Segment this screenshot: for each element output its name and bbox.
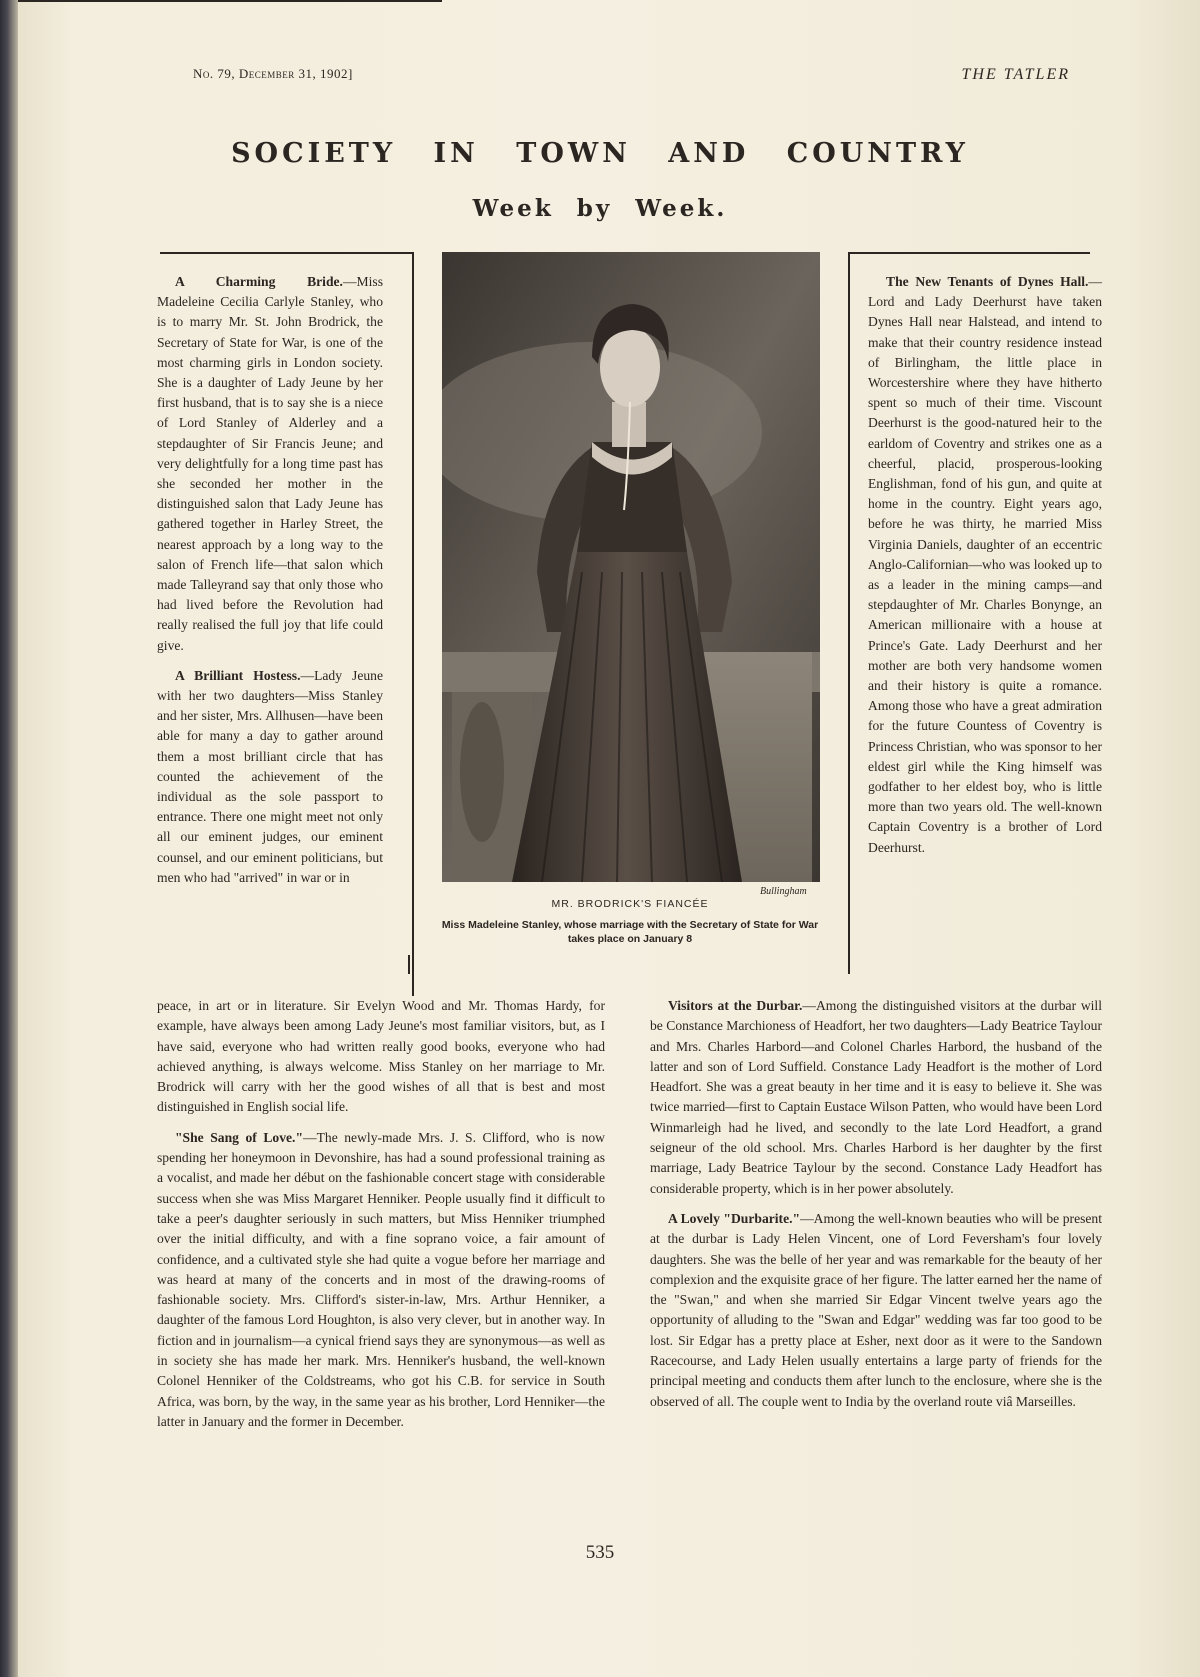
binding-spine: [0, 0, 18, 1677]
right-column: [868, 272, 1102, 868]
caption-text: Miss Madeleine Stanley, whose marriage with the Secretary of State for War takes place on January 8: [441, 919, 819, 945]
caption-title: MR. BRODRICK'S FIANCÉE: [551, 898, 709, 910]
page-title: SOCIETY IN TOWN AND COUNTRY: [231, 138, 969, 169]
page-subtitle: Week by Week.: [472, 195, 728, 222]
page-number: 535: [585, 1542, 615, 1563]
article-dynes-hall: [868, 272, 1102, 858]
article-brilliant-hostess: [157, 666, 383, 888]
heading-brilliant-hostess: A Brilliant Hostess.: [175, 667, 301, 683]
photo-credit: Bullingham: [760, 886, 807, 897]
continuation-paragraph: peace, in art or in literature. Sir Evelyn Wood and Mr. Thomas Hardy, for example, have always been among Lady Jeune's most familiar visitors, but, as I have said, everyone who had written really good books, everyone who had achieved anything, is always welcome. Miss Stanley on her marriage to Mr. Brodrick will carry with her the good wishes of all that is best and most distinguished in English social life.: [157, 998, 605, 1115]
heading-durbar-visitors: Visitors at the Durbar.: [668, 998, 803, 1013]
right-top-rule: [848, 252, 1090, 254]
center-bottom-rule: [0, 0, 442, 2]
body-charming-bride: —Miss Madeleine Cecilia Carlyle Stanley, who is to marry Mr. St. John Brodrick, the Secretary of State for War, is one of the most charming girls in London society. She is a daughter of Lady Jeune by her first husband, that is to say she is a niece of Lord Stanley of Alderley and a stepdaughter of Sir Francis Jeune; and very delightfully for a long time past has she seconded her mother in the distinguished salon that Lady Jeune has gathered together in Harley Street, the nearest approach by a long way to the salon of French life—that salon which made Talleyrand say that only those who had lived before the Revolution had really realised the full joy that life could give.: [157, 274, 383, 653]
lower-right-column: [650, 996, 1102, 1422]
article-she-sang: [157, 1128, 605, 1432]
portrait-illustration: [442, 252, 820, 882]
heading-she-sang: "She Sang of Love.": [175, 1129, 303, 1145]
body-dynes-hall: —Lord and Lady Deerhurst have taken Dynes Hall near Halstead, and intend to make that their country residence instead of Birlingham, the little place in Worcestershire where they have hitherto spent so much of their time. Viscount Deerhurst is the good-natured heir to the earldom of Coventry and strikes one as a cheerful, placid, prosperous-looking Englishman, fond of his gun, and quite at home in the country. Eight years ago, before he was thirty, he married Miss Virginia Daniels, daughter of an eccentric Anglo-Californian—who was looked up to as a leader in the mining camps—and stepdaughter of Mr. Charles Bonynge, an American millionaire with a house at Prince's Gate. Lady Deerhurst and her mother are both very handsome women and their history is quite a romance. Among those who have a great admiration for the future Countess of Coventry is Princess Christian, who was sponsor to her eldest girl while the King himself was godfather to her eldest boy, who is little more than two years old. The well-known Captain Coventry is a brother of Lord Deerhurst.: [868, 274, 1102, 855]
body-durbar-visitors: —Among the distinguished visitors at the durbar will be Constance Marchioness of Headfort, her two daughters—Lady Beatrice Taylour and Mrs. Charles Harbord—and Colonel Charles Harbord, the husband of the latter and son of Lord Suffield. Constance Lady Headfort is the mother of Lord Headfort. She was a great beauty in her time and it is easy to believe it. She was twice married—first to Captain Eustace Wilson Patten, who would have been Lord Winmarleigh had he lived, and secondly to the late Lord Headfort, a grand seigneur of the old school. Mrs. Charles Harbord is her daughter by the first marriage, Lady Beatrice Taylour by the second. Constance Lady Headfort has considerable property, which is in her power absolutely.: [650, 998, 1102, 1196]
heading-charming-bride: A Charming Bride.: [175, 274, 343, 289]
heading-dynes-hall: The New Tenants of Dynes Hall.: [886, 274, 1089, 289]
article-charming-bride: [157, 272, 383, 656]
center-left-rule: [408, 955, 410, 974]
issue-line: No. 79, December 31, 1902]: [193, 66, 353, 81]
article-lovely-durbarite: [650, 1209, 1102, 1412]
right-column-rule: [848, 252, 850, 974]
body-she-sang: —The newly-made Mrs. J. S. Clifford, who is now spending her honeymoon in Devonshire, has had a sound professional training as a vocalist, and made her début on the fashionable concert stage with considerable success when she was Miss Margaret Henniker. People usually find it difficult to take a peer's daughter seriously in such matters, but Miss Henniker triumphed over the initial difficulty, and with a fine soprano voice, a fair amount of confidence, and a cultivated style she had quite a vogue before her marriage and was heard at many of the concerts and in most of the drawing-rooms of fashionable society. Mrs. Clifford's sister-in-law, Mrs. Arthur Henniker, a daughter of the famous Lord Houghton, is also very clever, but in another way. In fiction and in journalism—a cynical friend says they are synonymous—as well as in society she has made her mark. Mrs. Henniker's husband, the well-known Colonel Henniker of the Coldstreams, who got his C.B. for service in South Africa, was born, by the way, in the same year as his brother, Lord Henniker—the latter in January and the former in December.: [157, 1129, 605, 1429]
heading-lovely-durbarite: A Lovely "Durbarite.": [668, 1210, 801, 1226]
left-column: [157, 272, 383, 898]
lower-left-column: [157, 996, 605, 1442]
portrait-photo: [442, 252, 820, 882]
publication-name: THE TATLER: [961, 66, 1070, 83]
body-lovely-durbarite: —Among the well-known beauties who will be present at the durbar is Lady Helen Vincent, one of Lord Feversham's four lovely daughters. She was the belle of her year and was remarkable for the beauty of her complexion and the exquisite grace of her figure. The latter earned her the name of the "Swan," and when she married Sir Edgar Vincent twelve years ago the opportunity of alluding to the "Swan and Edgar" wedding was far too good to be lost. Sir Edgar has a pretty place at Esher, next door as it were to the Sandown Racecourse, and Lady Helen usually entertains a large party of friends for the principal meeting and conducts them after lunch to the enclosure, where she is the observed of all. The couple went to India by the overland route viâ Marseilles.: [650, 1210, 1102, 1409]
article-durbar-visitors: [650, 996, 1102, 1199]
body-brilliant-hostess: —Lady Jeune with her two daughters—Miss Stanley and her sister, Mrs. Allhusen—have been able for many a day to gather around them a most brilliant circle that has counted the achievement of the individual as the sole passport to entrance. There one might meet not only all our eminent judges, our eminent counsel, and our eminent politicians, but men who had "arrived" in war or in: [157, 667, 383, 885]
